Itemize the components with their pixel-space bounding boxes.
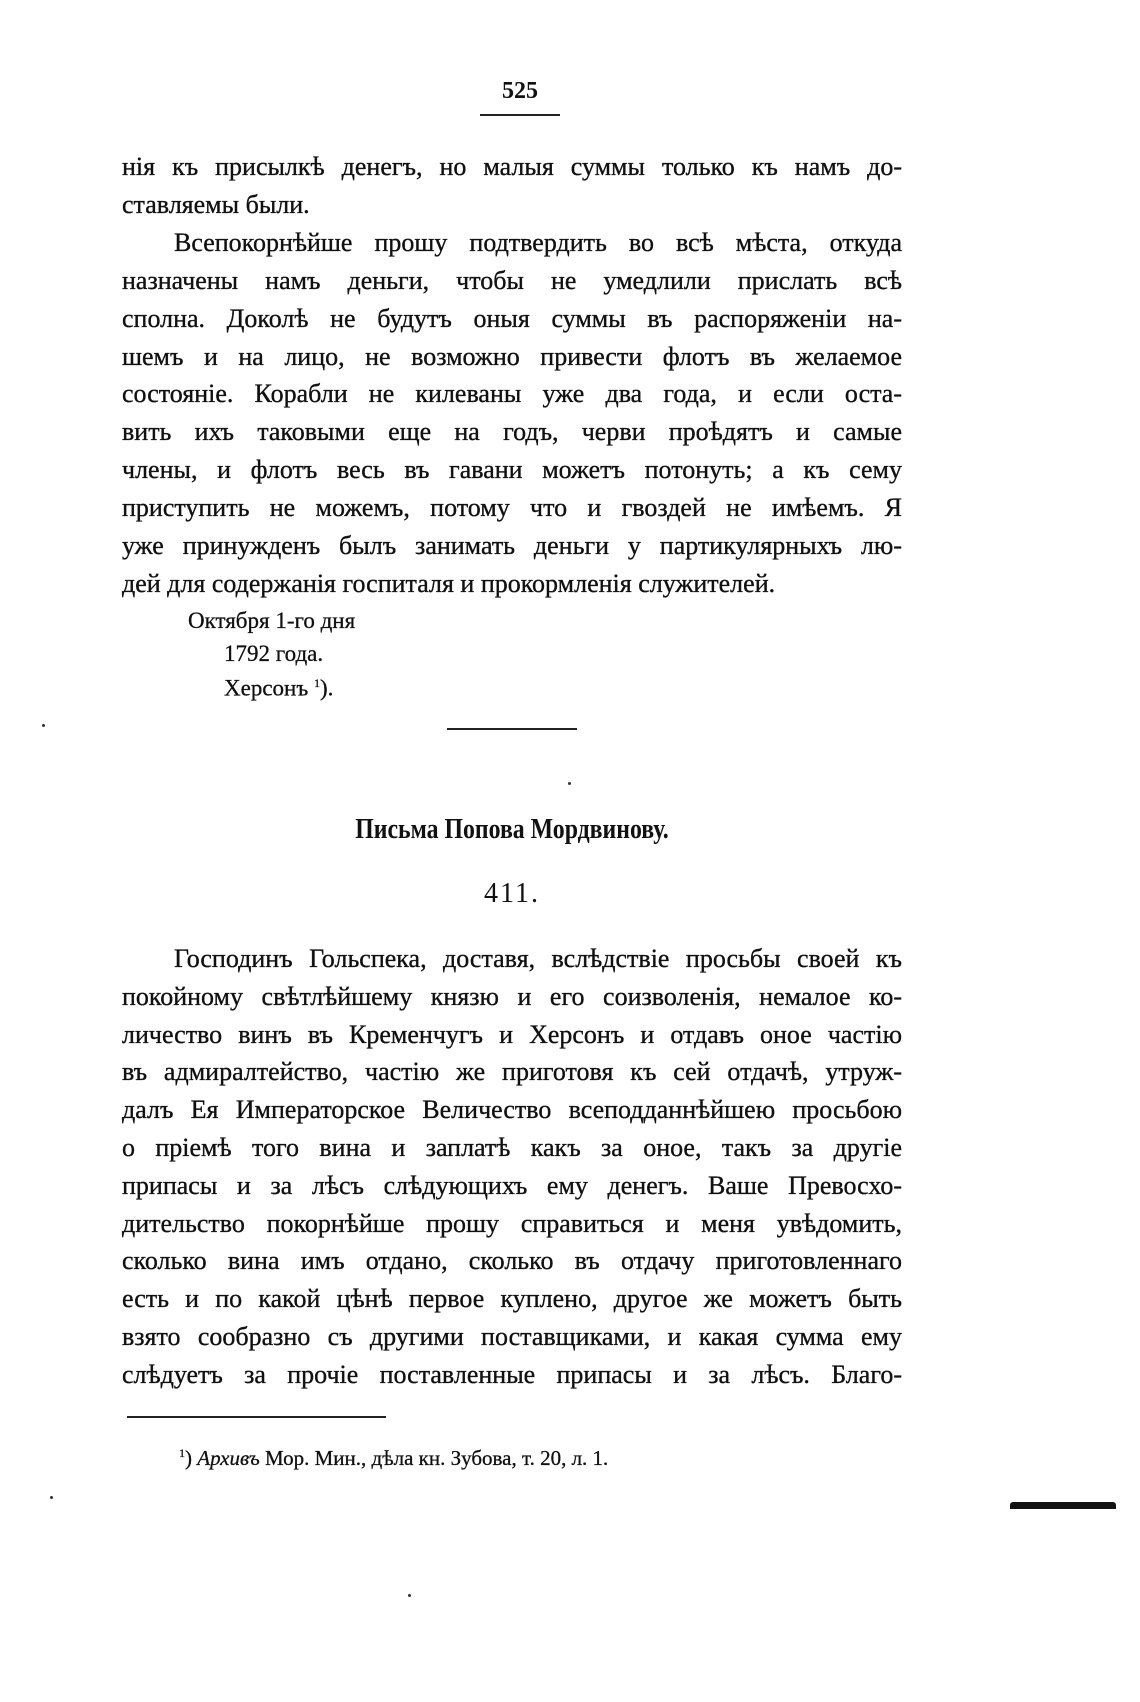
scan-speck [568, 782, 571, 785]
text-line: личество винъ въ Кременчугъ и Херсонъ и отдавъ оное частію [122, 1019, 902, 1049]
letter-number: 411. [484, 878, 540, 909]
text-line: дительство покорнѣйше прошу справиться и меня увѣдомить, [122, 1208, 902, 1238]
text-line: далъ Ея Императорское Величество всеподданнѣйшею просьбою [122, 1095, 902, 1125]
footnote-marker: 1 [179, 1446, 185, 1460]
text-line: уже принужденъ былъ занимать деньги у партикулярныхъ лю- [122, 531, 902, 560]
text-line: шемъ и на лицо, не возможно привести флотъ въ желаемое [122, 341, 902, 371]
signature-place-name: Херсонъ [224, 675, 309, 701]
footnote-rule [127, 1416, 386, 1418]
text-line: Господинъ Гольспека, доставя, вслѣдствіе просьбы своей къ [174, 944, 902, 973]
signature-place-suffix: ). [319, 675, 334, 701]
text-line: состояніе. Корабли не килеваны уже два года, и если оста- [122, 379, 902, 409]
scan-speck [42, 724, 45, 727]
text-line: ставляемы были. [122, 189, 310, 219]
text-line: Всепокорнѣйше прошу подтвердить во всѣ мѣста, откуда [174, 227, 902, 257]
text-line: нія къ присылкѣ денегъ, но малыя суммы только къ намъ до- [122, 152, 902, 181]
text-line: есть и по какой цѣнѣ первое куплено, другое же можетъ быть [122, 1284, 902, 1314]
text-line: назначены намъ деньги, чтобы не умедлили прислать всѣ [122, 265, 902, 295]
text-line: члены, и флотъ весь въ гавани можетъ потонуть; а къ сему [122, 455, 902, 485]
footnote-archive: Архивъ [197, 1446, 260, 1470]
footnote-text: Мор. Мин., дѣла кн. Зубова, т. 20, л. 1. [259, 1446, 609, 1470]
text-line: приступить не можемъ, потому что и гвоздей не имѣемъ. Я [122, 493, 902, 523]
scan-speck [50, 1496, 53, 1499]
signature-year: 1792 года. [224, 641, 324, 666]
signature-place [224, 669, 333, 703]
text-line: сполна. Доколѣ не будутъ оныя суммы въ распоряженіи на- [122, 303, 902, 333]
text-line: о пріемѣ того вина и заплатѣ какъ за оное, такъ за другіе [122, 1133, 902, 1162]
page-number-rule [480, 114, 560, 116]
text-line: слѣдуетъ за прочіе поставленные припасы и за лѣсъ. Благо- [122, 1359, 902, 1389]
section-heading: Письма Попова Мордвинову. [355, 814, 669, 845]
text-line: сколько вина имъ отдано, сколько въ отдачу приготовленнаго [122, 1246, 902, 1276]
text-line: припасы и за лѣсъ слѣдующихъ ему денегъ. Ваше Превосхо- [122, 1170, 902, 1200]
footnote-marker-suffix: ) [185, 1446, 192, 1470]
scan-artifact [1010, 1502, 1116, 1509]
section-divider [447, 728, 577, 730]
text-line: вить ихъ таковыми еще на годъ, черви проѣдятъ и самые [122, 417, 902, 447]
page-number: 525 [502, 78, 538, 104]
signature-date: Октября 1-го дня [188, 608, 356, 633]
text-line: дей для содержанія госпиталя и прокормленія служителей. [122, 568, 776, 598]
scan-speck [408, 1594, 411, 1597]
footnote-reference[interactable]: 1 [313, 676, 320, 690]
text-line: въ адмиралтейство, частію же приготовя къ сей отдачѣ, утруж- [122, 1057, 902, 1087]
footnote [179, 1446, 608, 1471]
text-line: покойному свѣтлѣйшему князю и его соизволенія, немалое ко- [122, 981, 902, 1011]
text-line: взято сообразно съ другими поставщиками, и какая сумма ему [122, 1322, 902, 1351]
